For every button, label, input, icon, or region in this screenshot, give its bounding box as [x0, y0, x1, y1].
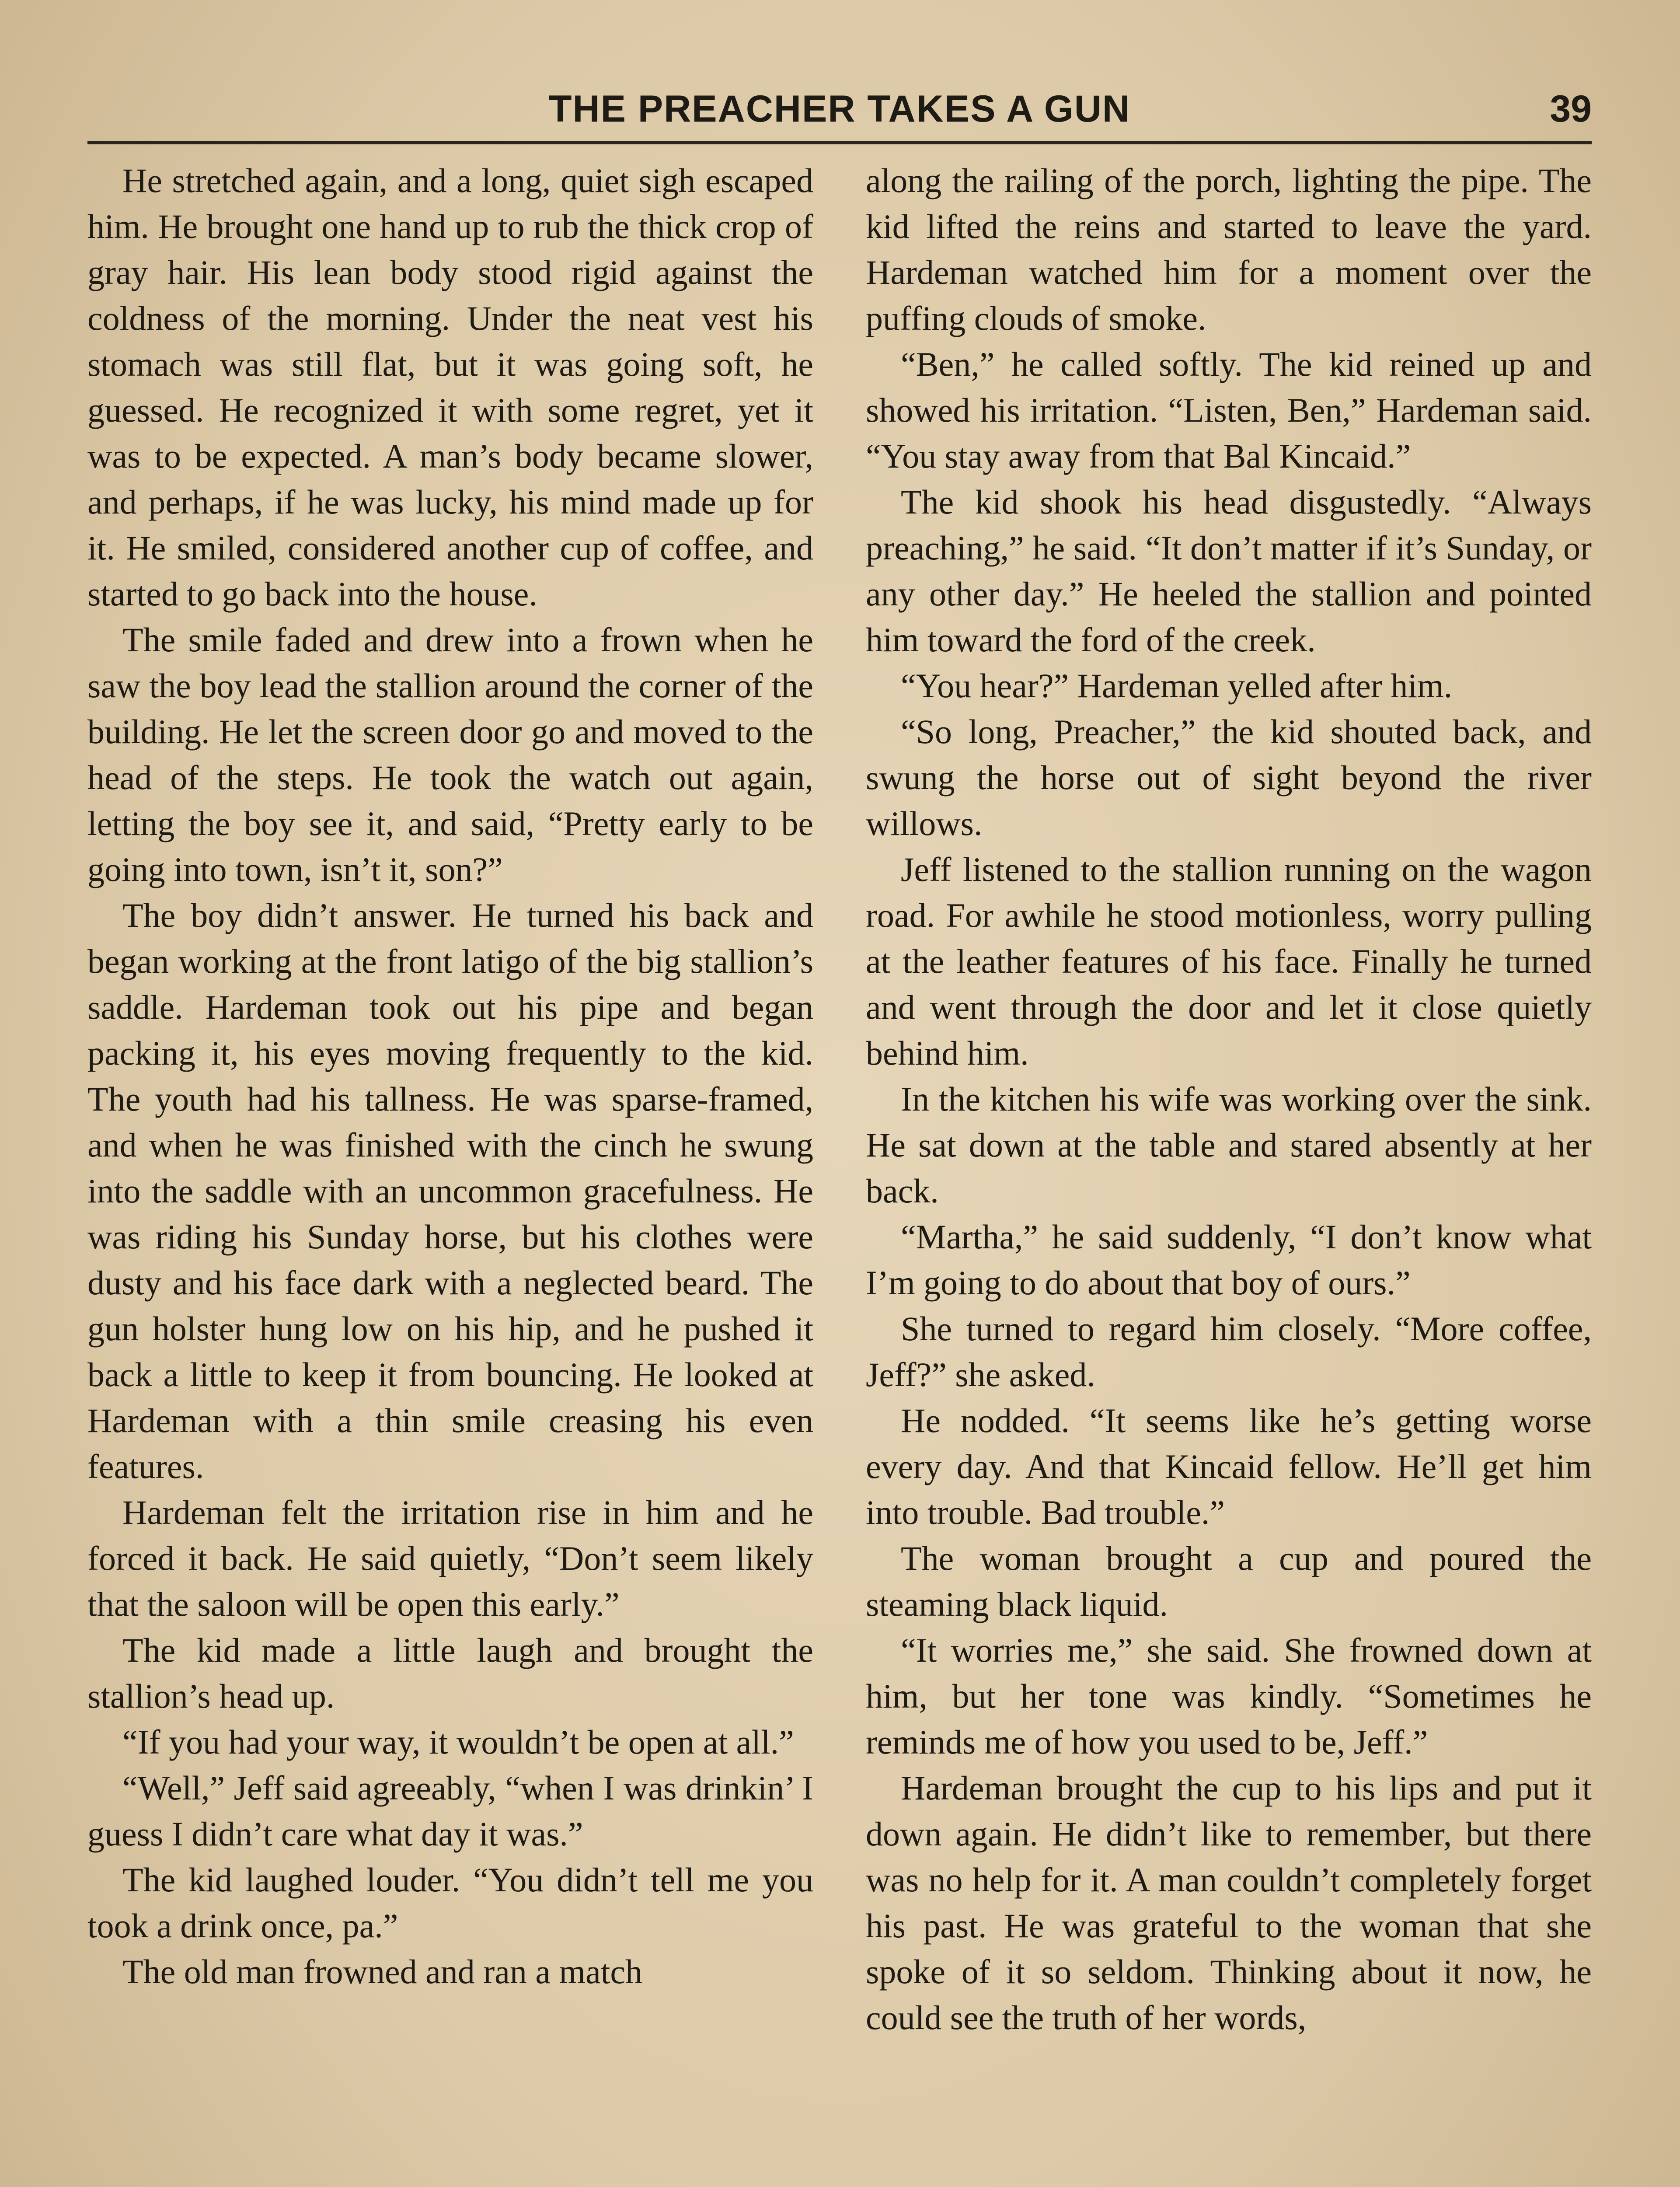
paragraph: Hardeman brought the cup to his lips and put it down again. He didn’t like to remember, but there was no help for it. A man couldn’t completely forget his past. He was grateful to the woman that she spoke of it so seldom. Thinking about it now, he could see the truth of her words,	[866, 1769, 1592, 2037]
paragraph: In the kitchen his wife was working over the sink. He sat down at the table and stared absently at her back.	[866, 1080, 1592, 1210]
paragraph-continuation: along the railing of the porch, lighting the pipe. The kid lifted the reins and started to leave the yard. Hardeman watched him for a moment over the puffing clouds of smoke.	[866, 161, 1592, 337]
paragraph: The kid shook his head disgustedly. “Always preaching,” he said. “It don’t matter if it’s Sunday, or any other day.” He heeled the stallion and pointed him toward the ford of the creek.	[866, 483, 1592, 659]
paragraph: “You hear?” Hardeman yelled after him.	[901, 667, 1453, 705]
paragraph: The kid laughed louder. “You didn’t tell me you took a drink once, pa.”	[87, 1861, 813, 1945]
page-header	[87, 83, 1592, 144]
paragraph: Hardeman felt the irritation rise in him and he forced it back. He said quietly, “Don’t seem likely that the saloon will be open this early.”	[87, 1493, 813, 1623]
paragraph: Jeff listened to the stallion running on the wagon road. For awhile he stood motionless, worry pulling at the leather features of his face. Finally he turned and went through the door and let it close quietly behind him.	[866, 850, 1592, 1072]
header-rule	[87, 141, 1592, 144]
paragraph: The smile faded and drew into a frown when he saw the boy lead the stallion around the corner of the building. He let the screen door go and moved to the head of the steps. He took the watch out again, letting the boy see it, and said, “Pretty early to be going into town, isn’t it, son?”	[87, 621, 813, 888]
page-number: 39	[1550, 88, 1592, 130]
text-columns	[87, 157, 1592, 2187]
left-column	[87, 157, 813, 2187]
paragraph: He nodded. “It seems like he’s getting worse every day. And that Kincaid fellow. He’ll get him into trouble. Bad trouble.”	[866, 1401, 1592, 1531]
paragraph: The kid made a little laugh and brought the stallion’s head up.	[87, 1631, 813, 1715]
paragraph: “It worries me,” she said. She frowned down at him, but her tone was kindly. “Sometimes he reminds me of how you used to be, Jeff.”	[866, 1631, 1592, 1761]
paragraph: “If you had your way, it wouldn’t be open at all.”	[122, 1723, 794, 1761]
paragraph: “Ben,” he called softly. The kid reined up and showed his irritation. “Listen, Ben,” Hardeman said. “You stay away from that Bal Kincaid.”	[866, 345, 1592, 475]
paragraph: The old man frowned and ran a match	[122, 1953, 643, 1991]
paragraph: “Well,” Jeff said agreeably, “when I was drinkin’ I guess I didn’t care what day it was.”	[87, 1769, 813, 1853]
paragraph: He stretched again, and a long, quiet sigh escaped him. He brought one hand up to rub the thick crop of gray hair. His lean body stood rigid against the coldness of the morning. Under the neat vest his stomach was still flat, but it was going soft, he guessed. He recognized it with some regret, yet it was to be expected. A man’s body became slower, and perhaps, if he was lucky, his mind made up for it. He smiled, considered another cup of coffee, and started to go back into the house.	[87, 161, 813, 613]
paragraph: “Martha,” he said suddenly, “I don’t know what I’m going to do about that boy of ours.”	[866, 1218, 1592, 1302]
paragraph: “So long, Preacher,” the kid shouted back, and swung the horse out of sight beyond the river willows.	[866, 713, 1592, 842]
paragraph: The woman brought a cup and poured the steaming black liquid.	[866, 1539, 1592, 1623]
running-title: THE PREACHER TAKES A GUN	[548, 88, 1131, 130]
paragraph: The boy didn’t answer. He turned his back and began working at the front latigo of the big stallion’s saddle. Hardeman took out his pipe and began packing it, his eyes moving frequently to the kid. The youth had his tallness. He was sparse-framed, and when he was finished with the cinch he swung into the saddle with an uncommon gracefulness. He was riding his Sunday horse, but his clothes were dusty and his face dark with a neglected beard. The gun holster hung low on his hip, and he pushed it back a little to keep it from bouncing. He looked at Hardeman with a thin smile creasing his even features.	[87, 896, 813, 1485]
paragraph: She turned to regard him closely. “More coffee, Jeff?” she asked.	[866, 1310, 1592, 1394]
right-column	[866, 157, 1592, 2187]
